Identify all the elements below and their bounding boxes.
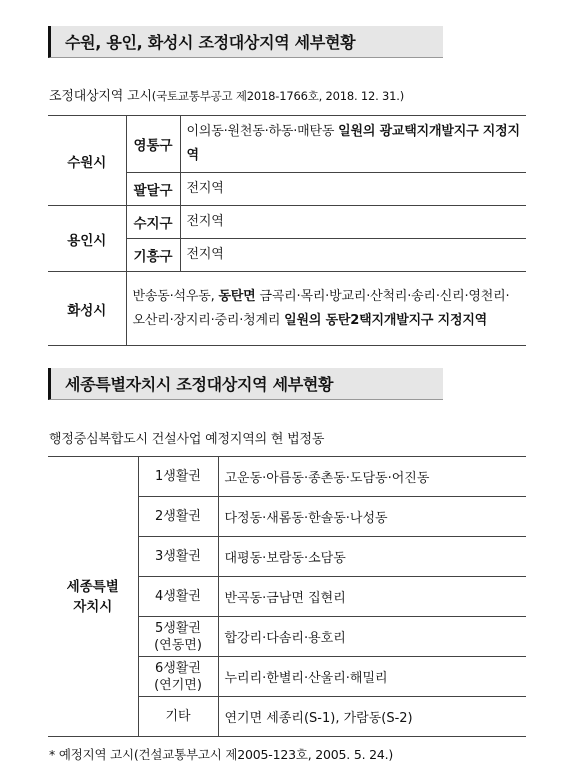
- dongs-cell: 누리리·한별리·산울리·해밀리: [218, 657, 526, 697]
- caption-main: 조정대상지역 고시: [49, 89, 152, 104]
- adjustment-area-table: [48, 115, 526, 346]
- area-text: 이의동·원천동·하동·매탄동: [186, 124, 339, 139]
- city-cell-hwaseong: 화성시: [48, 272, 126, 346]
- sejong-caption: 행정중심복합도시 건설사업 예정지역의 현 법정동: [49, 432, 325, 447]
- dongs-cell: 반곡동·금남면 집현리: [218, 577, 526, 617]
- area-cell-hwaseong: [126, 272, 526, 346]
- zone-cell: 1생활권: [138, 457, 218, 497]
- zone-cell: 6생활권 (연기면): [138, 657, 218, 697]
- designation-notice-caption: [49, 85, 404, 104]
- zone-cell: 4생활권: [138, 577, 218, 617]
- dongs-cell: 고운동·아름동·종촌동·도담동·어진동: [218, 457, 526, 497]
- area-text-bold: 일원의 광교택지개발지구 지정지역: [186, 124, 520, 163]
- section-header-sejong: [48, 368, 443, 400]
- area-cell-yeongtong: [180, 116, 526, 173]
- district-cell-yeongtong: 영통구: [126, 116, 180, 173]
- area-text-bold: 일원의 동탄2택지개발지구 지정지역: [284, 312, 488, 328]
- area-cell-giheung: 전지역: [180, 239, 526, 272]
- zone-cell: 5생활권 (연동면): [138, 617, 218, 657]
- area-text: 반송동·석우동,: [132, 288, 219, 304]
- zone-cell: 3생활권: [138, 537, 218, 577]
- section-header-suwon-yongin-hwaseong: [48, 26, 443, 58]
- zone-cell: 기타: [138, 697, 218, 737]
- dongs-cell: 연기면 세종리(S-1), 가람동(S-2): [218, 697, 526, 737]
- section-title: 수원, 용인, 화성시 조정대상지역 세부현황: [65, 33, 356, 52]
- section-title: 세종특별자치시 조정대상지역 세부현황: [65, 375, 334, 394]
- area-cell-paldal: 전지역: [180, 173, 526, 206]
- district-cell-giheung: 기흥구: [126, 239, 180, 272]
- zone-cell: 2생활권: [138, 497, 218, 537]
- dongs-cell: 합강리·다솜리·용호리: [218, 617, 526, 657]
- caption-note: (국토교통부공고 제2018-1766호, 2018. 12. 31.): [151, 89, 405, 103]
- footnote: * 예정지역 고시(건설교통부고시 제2005-123호, 2005. 5. 24.): [49, 747, 394, 762]
- sejong-zone-table: [48, 456, 526, 737]
- dongs-cell: 대평동·보람동·소담동: [218, 537, 526, 577]
- city-cell-suwon: 수원시: [48, 116, 126, 206]
- district-cell-paldal: 팔달구: [126, 173, 180, 206]
- city-cell-sejong: 세종특별 자치시: [48, 457, 138, 737]
- area-text-bold: 동탄면: [218, 288, 256, 304]
- city-cell-yongin: 용인시: [48, 206, 126, 272]
- district-cell-suji: 수지구: [126, 206, 180, 239]
- dongs-cell: 다정동·새롬동·한솔동·나성동: [218, 497, 526, 537]
- area-text: 금곡리·목리·방교리·산척리·송리·신리·영천리·오산리·장지리·중리·청계리: [132, 288, 510, 328]
- area-cell-suji: 전지역: [180, 206, 526, 239]
